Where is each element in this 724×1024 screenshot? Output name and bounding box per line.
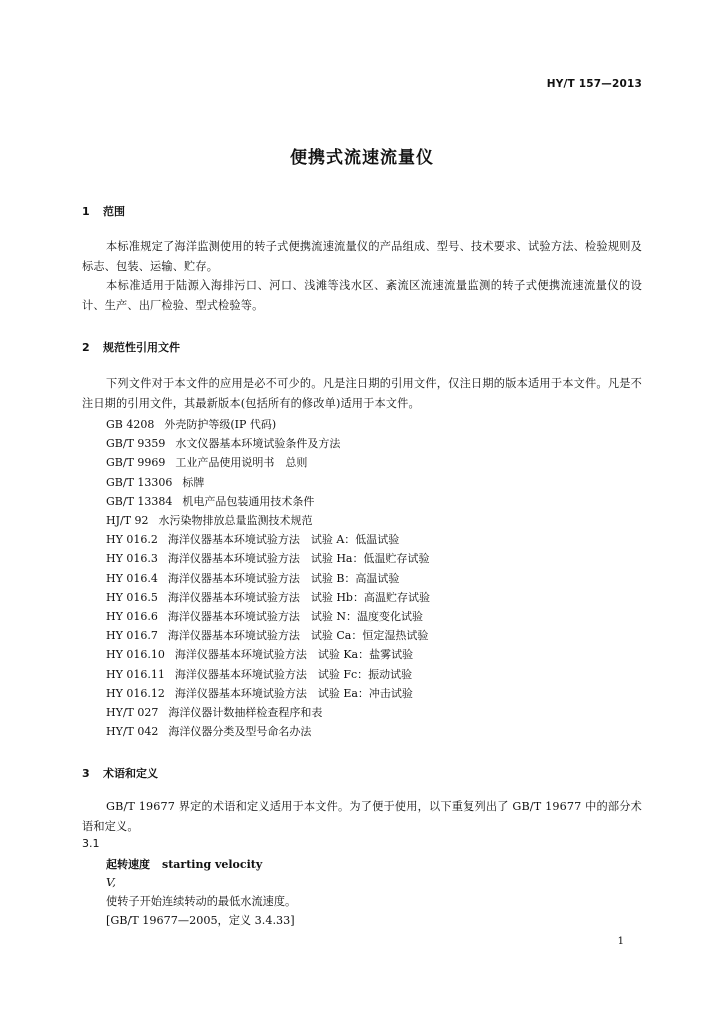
section-number: 3	[82, 767, 90, 780]
scope-paragraph-1: 本标准规定了海洋监测使用的转子式便携流速流量仪的产品组成、型号、技术要求、试验方法、检验规则及标志、包装、运输、贮存。	[82, 240, 642, 273]
reference-item: HY/T 027 海洋仪器计数抽样检查程序和表	[106, 706, 323, 720]
reference-item: HY 016.5 海洋仪器基本环境试验方法 试验 Hb：高温贮存试验	[106, 590, 430, 604]
reference-item: HY 016.7 海洋仪器基本环境试验方法 试验 Ca：恒定湿热试验	[106, 629, 429, 643]
section-title: 范围	[103, 205, 125, 218]
term-definition: 使转子开始连续转动的最低水流速度。	[106, 895, 297, 908]
section-3-heading	[82, 765, 158, 781]
standard-code: HY/T 157—2013	[546, 78, 642, 90]
section-title: 术语和定义	[103, 767, 158, 780]
reference-item: HY 016.4 海洋仪器基本环境试验方法 试验 B：高温试验	[106, 571, 400, 585]
section-number: 1	[82, 205, 90, 218]
reference-item: GB/T 13306 标牌	[106, 475, 205, 489]
reference-item: GB/T 9969 工业产品使用说明书 总则	[106, 456, 308, 470]
reference-item: GB/T 13384 机电产品包装通用技术条件	[106, 494, 315, 508]
term-heading	[106, 856, 262, 872]
reference-item: HY 016.6 海洋仪器基本环境试验方法 试验 N：温度变化试验	[106, 610, 423, 624]
section-number: 2	[82, 341, 90, 354]
reference-item: HY 016.10 海洋仪器基本环境试验方法 试验 Ka：盐雾试验	[106, 648, 414, 662]
term-name-cn: 起转速度	[106, 858, 150, 871]
reference-item: GB 4208 外壳防护等级(IP 代码)	[106, 418, 277, 431]
term-symbol: V,	[106, 875, 116, 889]
reference-list	[106, 415, 430, 741]
reference-item: HY 016.3 海洋仪器基本环境试验方法 试验 Ha：低温贮存试验	[106, 552, 430, 566]
reference-item: HY 016.11 海洋仪器基本环境试验方法 试验 Fc：振动试验	[106, 667, 413, 681]
reference-item: HY 016.2 海洋仪器基本环境试验方法 试验 A：低温试验	[106, 533, 400, 547]
section-2-heading	[82, 339, 180, 355]
references-intro: 下列文件对于本文件的应用是必不可少的。凡是注日期的引用文件，仅注日期的版本适用于本文件。凡是不注日期的引用文件，其最新版本(包括所有的修改单)适用于本文件。	[82, 377, 642, 410]
scope-paragraph-2: 本标准适用于陆源入海排污口、河口、浅滩等浅水区、紊流区流速流量监测的转子式便携流速流量仪的设计、生产、出厂检验、型式检验等。	[82, 279, 642, 312]
term-name-en: starting velocity	[162, 858, 263, 871]
page-number: 1	[617, 936, 624, 947]
term-number: 3.1	[82, 837, 100, 850]
term-source: [GB/T 19677—2005，定义 3.4.33]	[106, 914, 295, 927]
section-1-heading	[82, 203, 125, 219]
document-title: 便携式流速流量仪	[290, 148, 434, 168]
reference-item: HY 016.12 海洋仪器基本环境试验方法 试验 Ea：冲击试验	[106, 686, 413, 700]
reference-item: HY/T 042 海洋仪器分类及型号命名办法	[106, 725, 312, 739]
terms-intro: GB/T 19677 界定的术语和定义适用于本文件。为了便于使用，以下重复列出了 GB/T 19677 中的部分术语和定义。	[82, 800, 642, 833]
reference-item: GB/T 9359 水文仪器基本环境试验条件及方法	[106, 437, 341, 451]
reference-item: HJ/T 92 水污染物排放总量监测技术规范	[106, 514, 313, 528]
section-title: 规范性引用文件	[103, 341, 180, 354]
